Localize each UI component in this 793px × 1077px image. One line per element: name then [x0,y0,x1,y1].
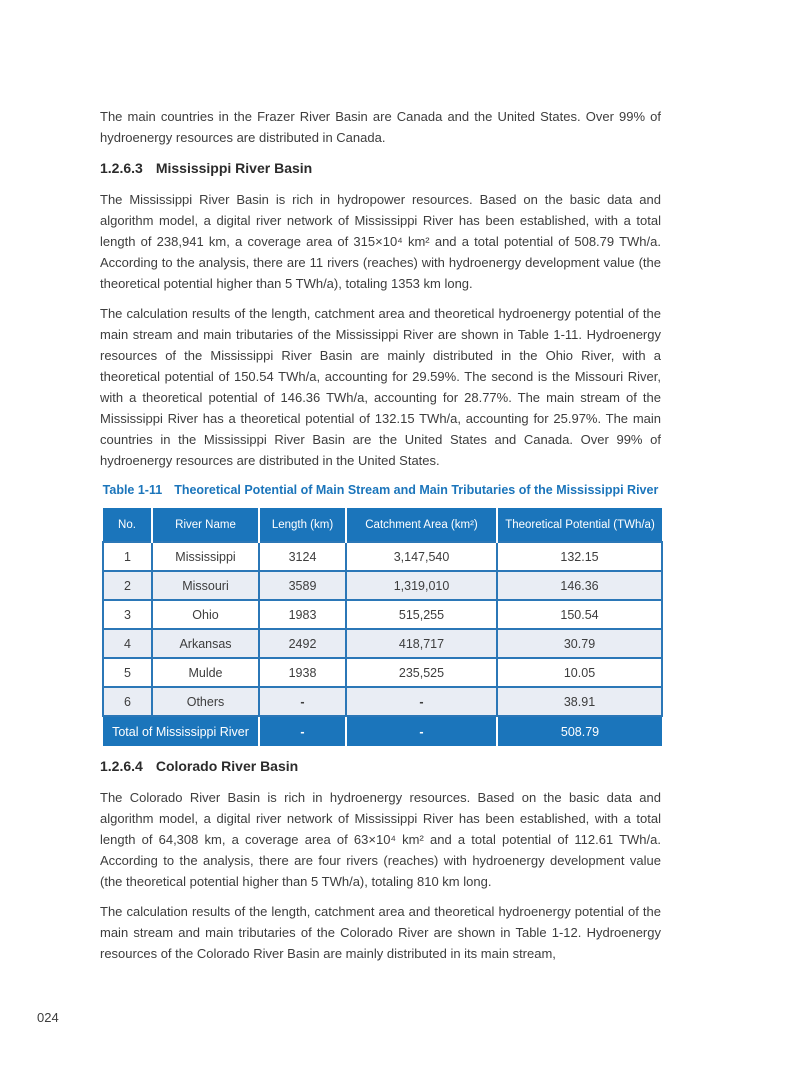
total-potential-cell: 508.79 [497,716,662,746]
table-cell: Arkansas [152,629,259,658]
table-cell: Mulde [152,658,259,687]
page-content [100,106,661,973]
table-cell: 515,255 [346,600,497,629]
table-cell: 30.79 [497,629,662,658]
table-row [103,542,662,571]
table-cell: 150.54 [497,600,662,629]
table-cell: 235,525 [346,658,497,687]
total-catchment-cell: - [346,716,497,746]
table-cell: 2492 [259,629,346,658]
column-header: No. [103,508,152,542]
table-cell: 1 [103,542,152,571]
table-cell: 1938 [259,658,346,687]
table-cell: 3589 [259,571,346,600]
table-caption-label: Table 1-11 [102,483,163,497]
table-row [103,658,662,687]
paragraph-colorado-intro: The Colorado River Basin is rich in hydroenergy resources. Based on the basic data and algorithm model, a digital river network of Mississippi River has been established, with a total length of 64,308 km, a coverage area of 63×10⁴ km² and a total potential of 112.61 TWh/a. According to the analysis, there are four rivers (reaches) with hydroenergy development value (the theoretical potential higher than 5 TWh/a), totaling 810 km long. [100,790,661,889]
table-1-11 [102,508,663,746]
table-cell: 10.05 [497,658,662,687]
table-caption [100,480,661,501]
column-header: Theoretical Potential (TWh/a) [497,508,662,542]
page-number: 024 [37,1010,59,1025]
section-heading-mississippi [100,158,661,179]
table-cell: 4 [103,629,152,658]
table-body [103,542,662,716]
table-row [103,687,662,716]
table-row [103,571,662,600]
section-number: 1.2.6.3 [100,160,143,176]
table-cell: - [259,687,346,716]
table-cell: 38.91 [497,687,662,716]
paragraph-frazer-basin: The main countries in the Frazer River Basin are Canada and the United States. Over 99% of hydroenergy resources are distributed in Canada. [100,109,661,145]
table-cell: - [346,687,497,716]
table-header-row [103,508,662,542]
section-number: 1.2.6.4 [100,758,143,774]
table-cell: 5 [103,658,152,687]
table-row [103,629,662,658]
total-label-cell: Total of Mississippi River [103,716,259,746]
table-caption-text: Theoretical Potential of Main Stream and Main Tributaries of the Mississippi River [174,483,659,497]
paragraph-mississippi-intro: The Mississippi River Basin is rich in hydropower resources. Based on the basic data and algorithm model, a digital river network of Mississippi River has been established, with a total length of 238,941 km, a coverage area of 315×10⁴ km² and a total potential of 508.79 TWh/a. According to the analysis, there are 11 rivers (reaches) with hydroenergy development value (the theoretical potential higher than 5 TWh/a), totaling 1353 km long. [100,192,661,291]
section-title: Colorado River Basin [155,758,299,774]
table-cell: 6 [103,687,152,716]
table-cell: Mississippi [152,542,259,571]
table-cell: Ohio [152,600,259,629]
table-cell: 3124 [259,542,346,571]
table-cell: 3,147,540 [346,542,497,571]
table-cell: 146.36 [497,571,662,600]
column-header: Catchment Area (km²) [346,508,497,542]
column-header: River Name [152,508,259,542]
section-title: Mississippi River Basin [155,160,313,176]
paragraph-mississippi-results: The calculation results of the length, catchment area and theoretical hydroenergy potential of the main stream and main tributaries of the Mississippi River are shown in Table 1-11. Hydroenergy resources of the Mississippi River Basin are mainly distributed in the Ohio River, with a theoretical potential of 150.54 TWh/a, accounting for 29.59%. The second is the Missouri River, with a theoretical potential of 146.36 TWh/a, accounting for 28.77%. The main stream of the Mississippi River has a theoretical potential of 132.15 TWh/a, accounting for 25.97%. The main countries in the Mississippi River Basin are the United States and Canada. Over 99% of hydroenergy resources are distributed in the United States. [100,306,661,468]
table-cell: Others [152,687,259,716]
table-cell: 1983 [259,600,346,629]
paragraph-colorado-results: The calculation results of the length, catchment area and theoretical hydroenergy potential of the main stream and main tributaries of the Colorado River are shown in Table 1-12. Hydroenergy resources of the Colorado River Basin are mainly distributed in its main stream, [100,904,661,961]
total-length-cell: - [259,716,346,746]
section-heading-colorado [100,756,661,777]
table-cell: 418,717 [346,629,497,658]
table-cell: 1,319,010 [346,571,497,600]
table-total-row [103,716,662,746]
table-cell: 2 [103,571,152,600]
table-cell: 132.15 [497,542,662,571]
table-cell: 3 [103,600,152,629]
column-header: Length (km) [259,508,346,542]
table-row [103,600,662,629]
table-cell: Missouri [152,571,259,600]
